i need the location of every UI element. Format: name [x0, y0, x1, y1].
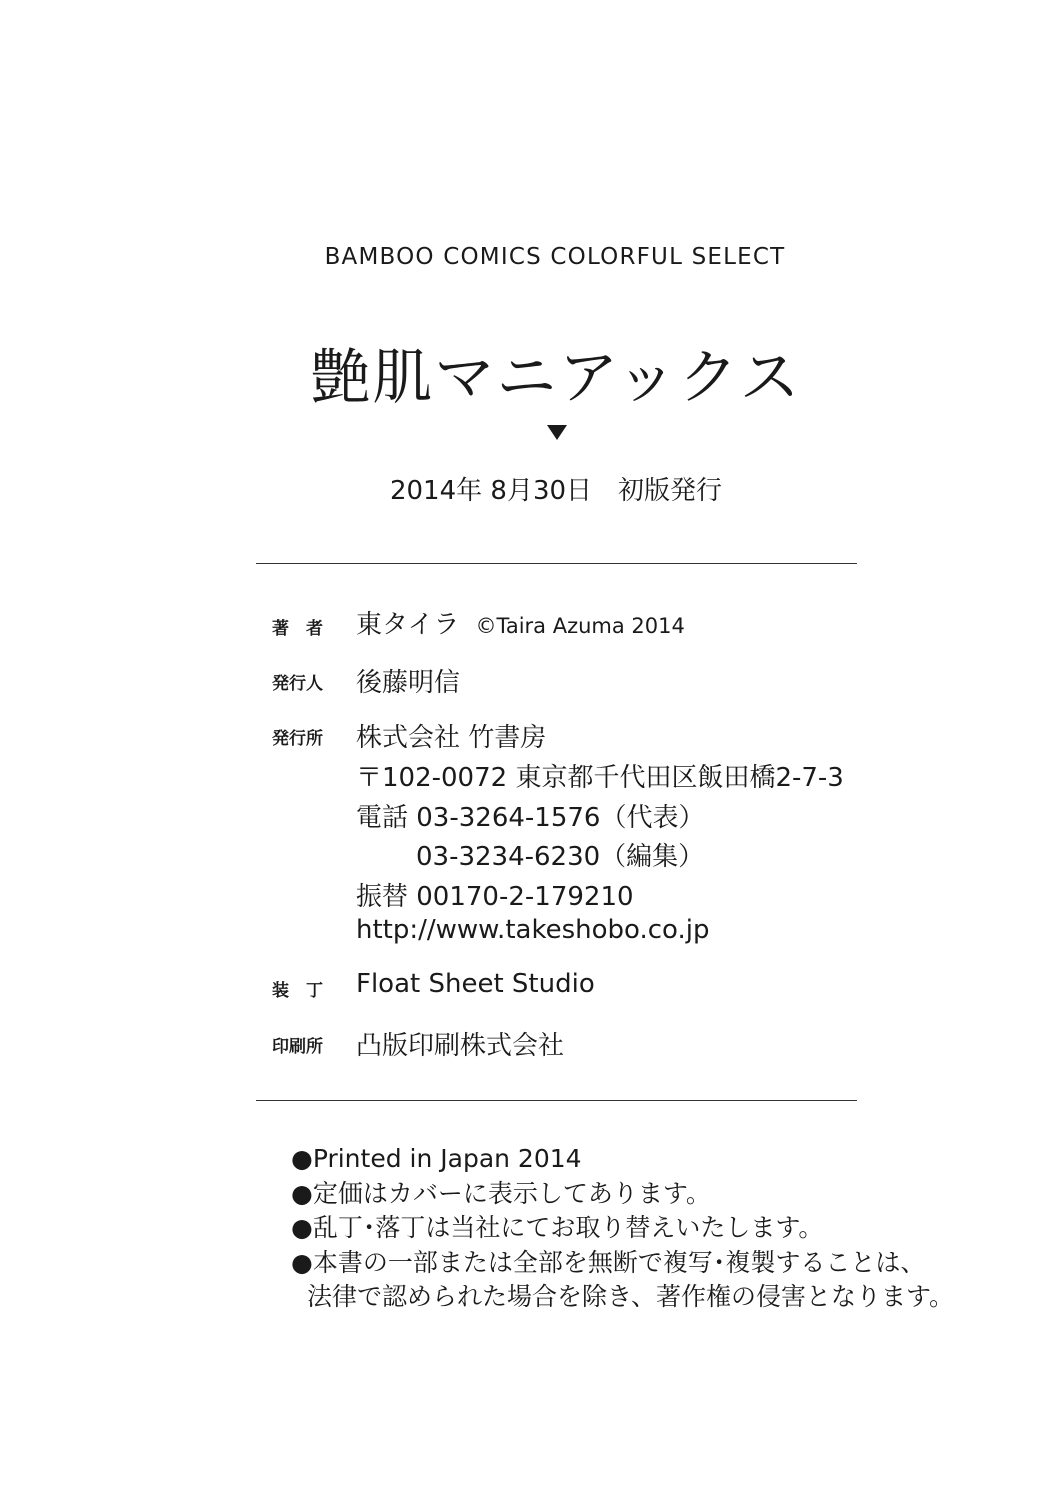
- author-row: [356, 604, 685, 641]
- triangle-down-icon: [547, 425, 567, 440]
- publisher-person-value: 後藤明信: [356, 668, 461, 698]
- note-replacement: ●乱丁･落丁は当社にてお取り替えいたします。: [291, 1213, 824, 1242]
- publishing-house-phone-main: 電話 03-3264-1576（代表）: [356, 803, 705, 833]
- publication-date: 2014年 8月30日 初版発行: [389, 476, 723, 506]
- publishing-house-address: 〒102-0072 東京都千代田区飯田橋2-7-3: [356, 763, 844, 793]
- note-copyright-1: ●本書の一部または全部を無断で複写･複製することは、: [291, 1247, 926, 1277]
- note-copyright-2: 法律で認められた場合を除き、著作権の侵害となります。: [307, 1282, 955, 1311]
- publishing-house-phone-editorial: 03-3234-6230（編集）: [416, 842, 705, 872]
- notes-list: [291, 1142, 954, 1315]
- printer-value: 凸版印刷株式会社: [356, 1031, 565, 1061]
- publishing-house-name: 株式会社 竹書房: [356, 723, 547, 753]
- publisher-person-label: 発行人: [272, 674, 323, 694]
- divider-top: [256, 563, 857, 564]
- design-label: 装 丁: [272, 981, 323, 1001]
- author-copyright: ©Taira Azuma 2014: [475, 614, 685, 638]
- divider-bottom: [256, 1100, 857, 1101]
- series-name: BAMBOO COMICS COLORFUL SELECT: [324, 244, 786, 270]
- publishing-house-label: 発行所: [272, 729, 323, 749]
- note-printed-in: ●Printed in Japan 2014: [291, 1144, 582, 1173]
- note-price: ●定価はカバーに表示してあります。: [291, 1178, 711, 1208]
- book-title: 艶肌マニアックス: [310, 343, 802, 413]
- design-value: Float Sheet Studio: [356, 969, 595, 999]
- publishing-house-url: http://www.takeshobo.co.jp: [356, 915, 710, 945]
- author-label: 著 者: [272, 619, 323, 639]
- author-name: 東タイラ: [356, 610, 460, 640]
- printer-label: 印刷所: [272, 1037, 323, 1057]
- publishing-house-transfer: 振替 00170-2-179210: [356, 882, 634, 912]
